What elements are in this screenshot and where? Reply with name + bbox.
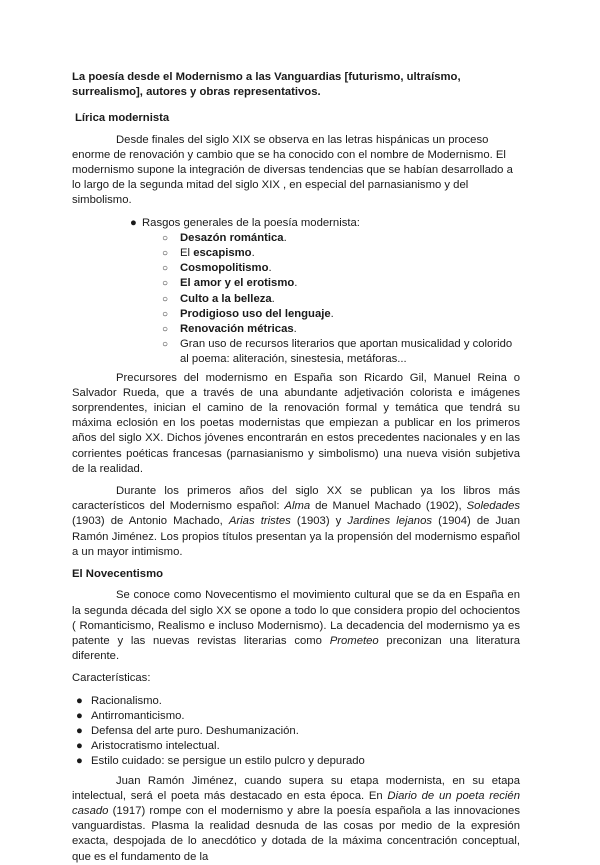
list-item	[72, 216, 520, 231]
rasgos-sublist	[72, 231, 520, 368]
book-title: Soledades	[466, 500, 521, 513]
bullet-icon: ●	[76, 724, 83, 737]
circle-bullet-icon: ○	[162, 232, 169, 244]
document-title: La poesía desde el Modernismo a las Vanguardias [futurismo, ultraísmo, surrealismo], autores y obras representativos.	[72, 71, 461, 99]
paragraph: Durante los primeros años del siglo XX se publican ya los libros más característicos del Modernismo español: Alma de Manuel Machado (1902), Soledades (1903) de Antonio Machado, Arias tristes (1903) y Jardines lejanos (1904) de Juan Ramón Jiménez. Los propios títulos presentan ya la propensión del modernismo español a un mayor intimismo.	[72, 485, 521, 558]
bullet-icon: ●	[76, 694, 83, 707]
circle-bullet-icon: ○	[162, 293, 169, 305]
caracteristicas-label: Características:	[72, 672, 151, 685]
book-title: Alma	[284, 500, 311, 513]
section-heading-novecentismo: El Novecentismo	[72, 568, 164, 581]
paragraph: Desde finales del siglo XIX se observa en las letras hispánicas un proceso enorme de renovación y cambio que se ha conocido con el nombre de Modernismo. El modernismo supone la integración de diversas tendencias que se habían desarrollado a lo largo de la segunda mitad del siglo XIX , en especial del parnasianismo y del simbolismo.	[72, 133, 513, 207]
book-title: Arias tristes	[228, 515, 291, 528]
list-item: ● Antirromanticismo.	[72, 709, 520, 724]
list-item: ○ Renovación métricas.	[72, 322, 520, 337]
book-title: Jardines lejanos	[347, 515, 433, 528]
circle-bullet-icon: ○	[162, 263, 169, 275]
circle-bullet-icon: ○	[162, 339, 169, 351]
rasgos-label: Rasgos generales de la poesía modernista:	[142, 216, 360, 229]
list-item: ● Estilo cuidado: se persigue un estilo pulcro y depurado	[72, 754, 520, 769]
section-heading-modernismo: Lírica modernista	[75, 112, 170, 125]
circle-bullet-icon: ○	[162, 278, 169, 290]
bullet-icon: ●	[76, 709, 83, 722]
magazine-title: Prometeo	[329, 634, 379, 647]
list-item: ○ Culto a la belleza.	[72, 292, 520, 307]
paragraph: Juan Ramón Jiménez, cuando supera su etapa modernista, en su etapa intelectual, será el poeta más destacado en esta época. En Diario de un poeta recién casado (1917) rompe con el modernismo y abre la poesía española a las innovaciones vanguardistas. Plasma la realidad desnuda de las cosas por medio de la expresión exacta, despojada de lo anecdótico y dotada de la máxima concentración conceptual, que es el fundamento de la	[72, 774, 520, 863]
list-item: ○ Prodigioso uso del lenguaje.	[72, 307, 520, 322]
circle-bullet-icon: ○	[162, 308, 169, 320]
list-item: ● Racionalismo.	[72, 694, 520, 709]
list-item: ○ Desazón romántica.	[72, 231, 520, 246]
bullet-icon: ●	[130, 216, 137, 229]
list-item: ○ Cosmopolitismo.	[72, 261, 520, 276]
list-item: ● Defensa del arte puro. Deshumanización.	[72, 724, 520, 739]
list-item: ○ Gran uso de recursos literarios que aportan musicalidad y colorido al poema: aliteración, sinestesia, metáforas...	[162, 338, 513, 366]
rasgos-list	[72, 216, 520, 231]
paragraph: Precursores del modernismo en España son Ricardo Gil, Manuel Reina o Salvador Rueda, que a través de una abundante adjetivación colorista e imágenes sorprendentes, inician el camino de la renovación formal y temática que tendrá su máxima eclosión en los poetas modernistas que empiezan a publicar en los primeros años del siglo XX. Dichos jóvenes encontrarán en estos precedentes nacionales y en las corrientes poéticas francesas (parnasianismo y simbolismo) una nueva visión subjetiva de la realidad.	[72, 371, 520, 475]
bullet-icon: ●	[76, 755, 83, 768]
list-item: ● Aristocratismo intelectual.	[72, 739, 520, 754]
book-title: Diario de un poeta recién casado	[72, 789, 520, 817]
paragraph: Se conoce como Novecentismo el movimiento cultural que se da en España en la segunda década del siglo XX se opone a todo lo que considera propio del ochocientos ( Romanticismo, Realismo e incluso Modernismo). La decadencia del modernismo ya es patente y las nuevas revistas literarias como Prometeo preconizan una literatura diferente.	[72, 589, 521, 663]
circle-bullet-icon: ○	[162, 248, 169, 260]
list-item: ○ El escapismo.	[72, 246, 520, 261]
circle-bullet-icon: ○	[162, 324, 169, 336]
caracteristicas-list	[72, 694, 520, 770]
list-item: ○ El amor y el erotismo.	[72, 276, 520, 291]
bullet-icon: ●	[76, 740, 83, 753]
